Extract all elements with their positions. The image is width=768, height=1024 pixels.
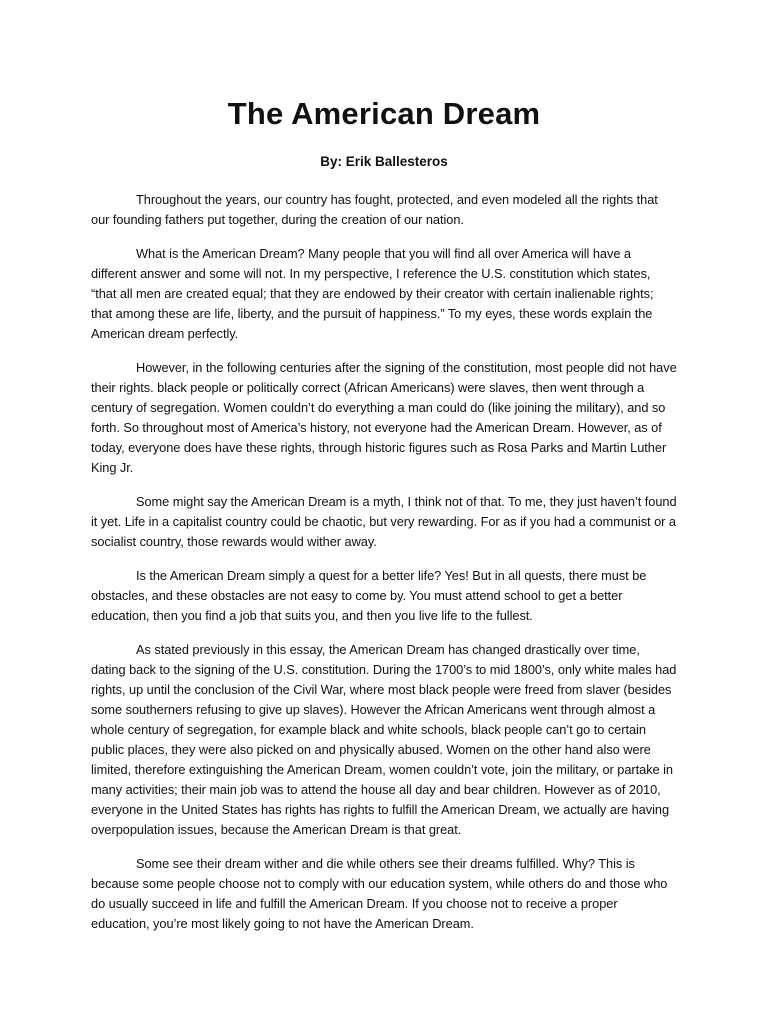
author-byline: By: Erik Ballesteros: [320, 154, 448, 169]
paragraph-4: Some might say the American Dream is a myth, I think not of that. To me, they just haven’t found it yet. Life in a capitalist country could be chaotic, but very rewarding. For as if you had a communist or a socialist country, those rewards would wither away.: [91, 494, 677, 549]
paragraph-5: Is the American Dream simply a quest for a better life? Yes! But in all quests, there must be obstacles, and these obstacles are not easy to come by. You must attend school to get a better education, then you find a job that suits you, and then you live life to the fullest.: [91, 568, 647, 623]
paragraph-6: As stated previously in this essay, the American Dream has changed drastically over time, dating back to the signing of the U.S. constitution. During the 1700’s to mid 1800’s, only white males had rights, up until the conclusion of the Civil War, where most black people were freed from slaver (besides some southerners refusing to give up slaves). However the African Americans went through almost a whole century of segregation, for example black and white schools, black people can’t go to certain public places, they were also picked on and physically abused. Women on the other hand also were limited, therefore extinguishing the American Dream, women couldn’t vote, join the military, or partake in many activities; their main job was to attend the house all day and bear children. However as of 2010, everyone in the United States has rights has rights to fulfill the American Dream, we actually are having overpopulation issues, because the American Dream is that great.: [91, 642, 677, 837]
document-title: The American Dream: [227, 96, 541, 131]
paragraph-2: What is the American Dream? Many people that you will find all over America will have a different answer and some will not. In my perspective, I reference the U.S. constitution which states, “that all men are created equal; that they are endowed by their creator with certain inalienable rights; that among these are life, liberty, and the pursuit of happiness.” To my eyes, these words explain the American dream perfectly.: [91, 246, 654, 341]
paragraph-7: Some see their dream wither and die while others see their dreams fulfilled. Why? This is because some people choose not to comply with our education system, while others do and those who do usually succeed in life and fulfill the American Dream. If you choose not to receive a proper education, you’re most likely going to not have the American Dream.: [91, 856, 668, 931]
essay-body: [91, 190, 677, 948]
paragraph-1: Throughout the years, our country has fought, protected, and even modeled all the rights that our founding fathers put together, during the creation of our nation.: [91, 192, 658, 227]
paragraph-3: However, in the following centuries after the signing of the constitution, most people did not have their rights. black people or politically correct (African Americans) were slaves, then went through a century of segregation. Women couldn’t do everything a man could do (like joining the military), and so forth. So throughout most of America’s history, not everyone had the American Dream. However, as of today, everyone does have these rights, through historic figures such as Rosa Parks and Martin Luther King Jr.: [91, 360, 677, 475]
